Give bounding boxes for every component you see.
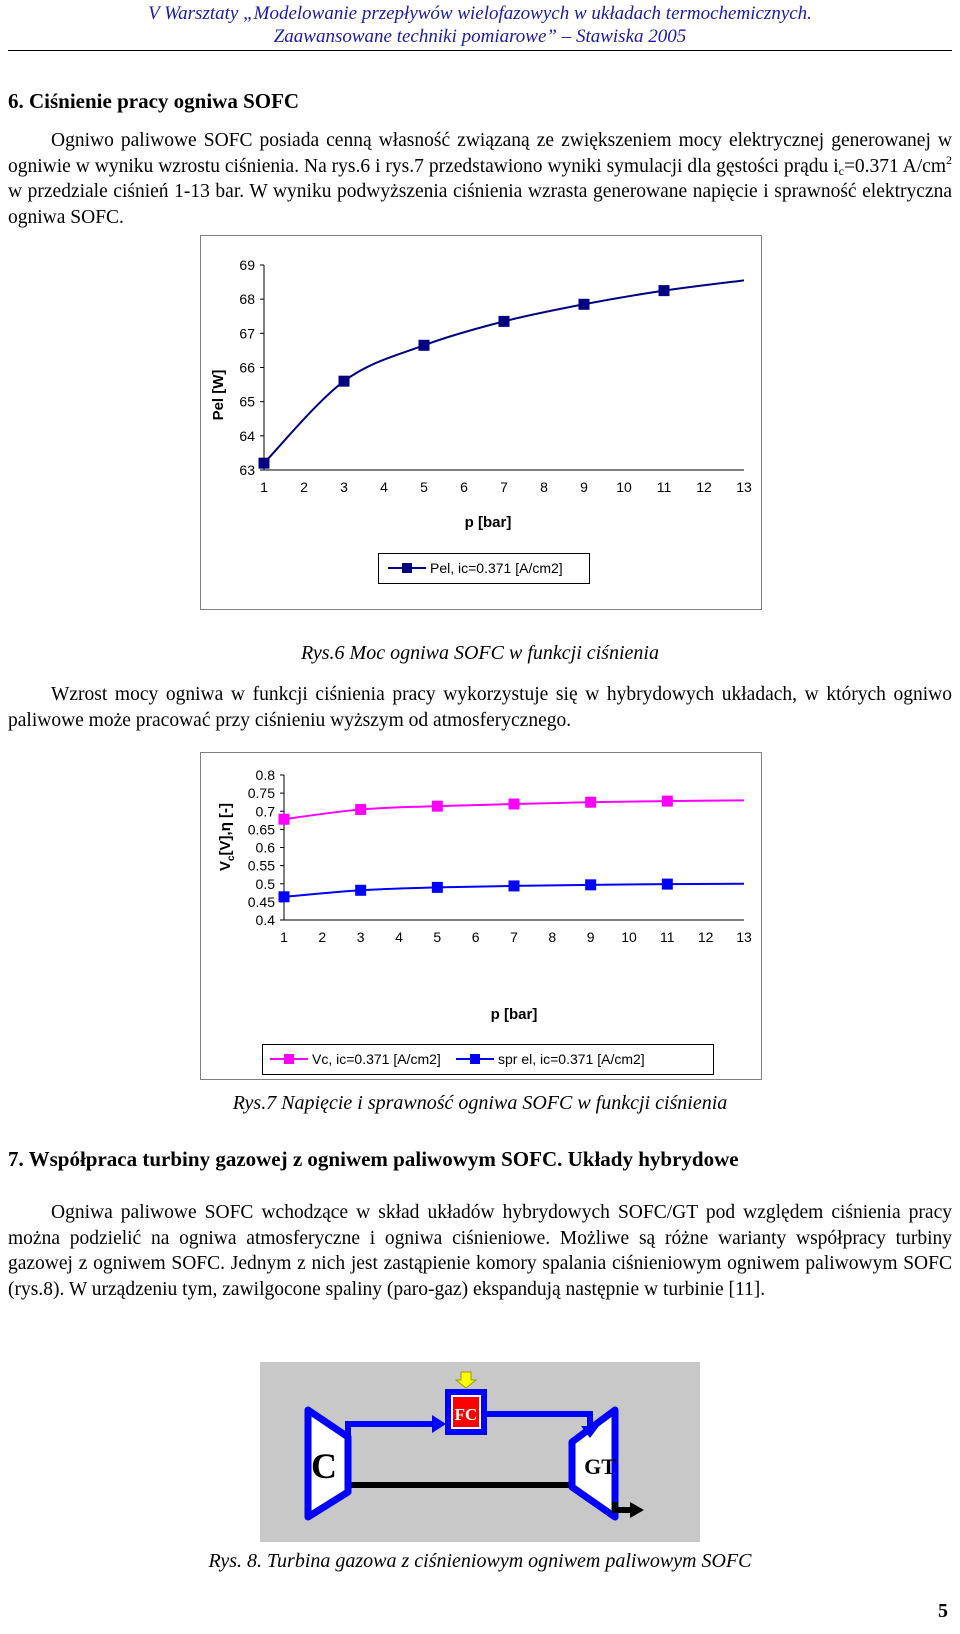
x-tick-label: 8 bbox=[540, 479, 548, 495]
x-axis-label: p [bar] bbox=[490, 1006, 538, 1023]
y-axis-title-sub: c bbox=[226, 855, 237, 862]
x-tick-label: 7 bbox=[500, 479, 508, 495]
y-tick-label: 0.8 bbox=[255, 767, 275, 783]
series-0-point bbox=[579, 299, 590, 310]
series-0-point bbox=[355, 804, 366, 815]
running-header-line2: Zaawansowane techniki pomiarowe” – Stawiska 2005 bbox=[273, 26, 687, 47]
x-tick-label: 12 bbox=[697, 929, 714, 945]
x-tick-label: 9 bbox=[580, 479, 588, 495]
series-0-point bbox=[339, 376, 350, 387]
section-7-heading: 7. Współpraca turbiny gazowej z ogniwem paliwowym SOFC. Układy hybrydowe bbox=[8, 1147, 739, 1171]
figure-8-caption: Rys. 8. Turbina gazowa z ciśnieniowym ogniwem paliwowym SOFC bbox=[208, 1550, 752, 1572]
figure-7-caption: Rys.7 Napięcie i sprawność ogniwa SOFC w funkcji ciśnienia bbox=[232, 1092, 728, 1114]
x-tick-label: 13 bbox=[736, 929, 752, 945]
x-tick-label: 7 bbox=[510, 929, 518, 945]
x-tick-label: 5 bbox=[420, 479, 428, 495]
para-text-b: =0.371 A/cm bbox=[843, 155, 946, 177]
y-axis-title-main: V bbox=[217, 861, 234, 872]
x-tick-label: 12 bbox=[696, 479, 712, 495]
series-0-point bbox=[432, 801, 443, 812]
turbine-label: GT bbox=[584, 1454, 616, 1479]
x-tick-label: 2 bbox=[318, 929, 327, 945]
series-0-point bbox=[259, 458, 270, 469]
y-tick-label: 0.45 bbox=[247, 893, 275, 910]
series-1-point bbox=[432, 882, 443, 893]
y-tick-label: 68 bbox=[239, 291, 255, 308]
para-text-a: Ogniwo paliwowe SOFC posiada cenną własność związaną ze zwiększeniem mocy elektrycznej generowanej w ogniwie w wyniku wzrostu ciśnienia. Na rys.6 i rys.7 przedstawiono wyniki symulacji dla gęstości prądu i bbox=[8, 130, 952, 177]
series-0-point bbox=[585, 797, 596, 808]
figure-6-chart bbox=[200, 235, 762, 610]
x-axis-label: p [bar] bbox=[464, 514, 512, 531]
para-text-c: w przedziale ciśnień 1-13 bar. W wyniku podwyższenia ciśnienia wzrasta generowane napięcie i sprawność elektryczna ogniwa SOFC. bbox=[8, 181, 952, 228]
section-6-paragraph-1 bbox=[8, 128, 952, 230]
section-7-paragraph-text: Ogniwa paliwowe SOFC wchodzące w skład układów hybrydowych SOFC/GT pod względem ciśnienia pracy można podzielić na ogniwa atmosferyczne i ogniwa ciśnieniowe. Możliwe są różne warianty współpracy turbiny gazowej z ogniwem SOFC. Jednym z nich jest zastąpienie komory spalania ciśnieniowym ogniwem paliwowym SOFC (rys.8). W urządzeniu tym, zawilgocone spaliny (paro-gaz) ekspandują następnie w turbinie [11]. bbox=[8, 1202, 952, 1300]
legend-marker-vc bbox=[284, 1054, 294, 1064]
page-number: 5 bbox=[938, 1600, 948, 1622]
y-tick-label: 0.55 bbox=[247, 857, 275, 874]
figure-8-diagram bbox=[260, 1362, 700, 1542]
compressor-label: C bbox=[311, 1446, 337, 1486]
y-tick-label: 0.4 bbox=[255, 912, 275, 928]
series-1-point bbox=[585, 879, 596, 890]
paragraph-2-text: Wzrost mocy ogniwa w funkcji ciśnienia pracy wykorzystuje się w hybrydowych układach, w których ogniwo paliwowe może pracować przy ciśnieniu wyższym od atmosferycznego. bbox=[8, 684, 952, 731]
section-7-paragraph bbox=[8, 1200, 952, 1302]
y-tick-label: 65 bbox=[239, 393, 255, 410]
y-tick-label: 0.5 bbox=[255, 875, 275, 892]
legend-marker bbox=[402, 563, 412, 573]
x-tick-label: 5 bbox=[433, 929, 442, 945]
y-tick-label: 69 bbox=[239, 257, 255, 273]
y-tick-label: 64 bbox=[239, 427, 255, 444]
series-0-point bbox=[499, 316, 510, 327]
x-tick-label: 11 bbox=[660, 929, 675, 945]
x-tick-label: 2 bbox=[300, 479, 308, 495]
x-tick-label: 3 bbox=[356, 929, 365, 945]
running-header-line1: V Warsztaty „Modelowanie przepływów wielofazowych w układach termochemicznych. bbox=[148, 3, 812, 24]
x-tick-label: 10 bbox=[616, 479, 632, 495]
legend-marker-spr bbox=[470, 1054, 480, 1064]
x-tick-label: 6 bbox=[471, 929, 480, 945]
x-tick-label: 11 bbox=[656, 479, 672, 495]
series-0-point bbox=[279, 814, 290, 825]
series-1-point bbox=[279, 891, 290, 902]
x-tick-label: 9 bbox=[586, 929, 595, 945]
y-tick-label: 0.6 bbox=[255, 839, 275, 856]
legend-label-vc: Vc, ic=0.371 [A/cm2] bbox=[312, 1051, 441, 1067]
legend-label: Pel, ic=0.371 [A/cm2] bbox=[430, 560, 563, 576]
x-tick-label: 1 bbox=[260, 479, 268, 495]
series-1-point bbox=[355, 885, 366, 896]
figure-7-chart bbox=[200, 752, 762, 1080]
legend-label-spr: spr el, ic=0.371 [A/cm2] bbox=[498, 1051, 645, 1067]
x-tick-label: 10 bbox=[621, 929, 637, 945]
x-tick-label: 1 bbox=[280, 929, 288, 945]
x-tick-label: 4 bbox=[380, 479, 388, 495]
fuel-cell-label: FC bbox=[454, 1405, 478, 1424]
x-tick-label: 13 bbox=[736, 479, 752, 495]
section-6-heading: 6. Ciśnienie pracy ogniwa SOFC bbox=[8, 89, 300, 113]
series-1-point bbox=[662, 879, 673, 890]
y-tick-label: 67 bbox=[239, 325, 255, 342]
series-0-point bbox=[419, 340, 430, 351]
header-rule bbox=[8, 50, 952, 51]
y-axis-title: Pel [W] bbox=[210, 369, 227, 421]
x-tick-label: 8 bbox=[548, 929, 557, 945]
series-0-point bbox=[509, 799, 520, 810]
x-tick-label: 4 bbox=[395, 929, 403, 945]
series-0-point bbox=[659, 285, 670, 296]
x-tick-label: 6 bbox=[460, 479, 468, 495]
x-tick-label: 3 bbox=[340, 479, 348, 495]
para-superscript: 2 bbox=[946, 152, 952, 167]
series-1-point bbox=[509, 880, 520, 891]
series-0-point bbox=[662, 796, 673, 807]
y-tick-label: 66 bbox=[239, 359, 255, 376]
y-tick-label: 0.65 bbox=[247, 821, 275, 838]
y-tick-label: 63 bbox=[239, 462, 255, 478]
section-6-paragraph-2 bbox=[8, 682, 952, 733]
y-tick-label: 0.75 bbox=[247, 785, 275, 802]
y-axis-title-rest: [V],η [-] bbox=[217, 802, 234, 856]
figure-6-caption: Rys.6 Moc ogniwa SOFC w funkcji ciśnienia bbox=[301, 642, 659, 664]
para-subscript: c bbox=[838, 163, 844, 178]
y-tick-label: 0.7 bbox=[255, 803, 275, 820]
